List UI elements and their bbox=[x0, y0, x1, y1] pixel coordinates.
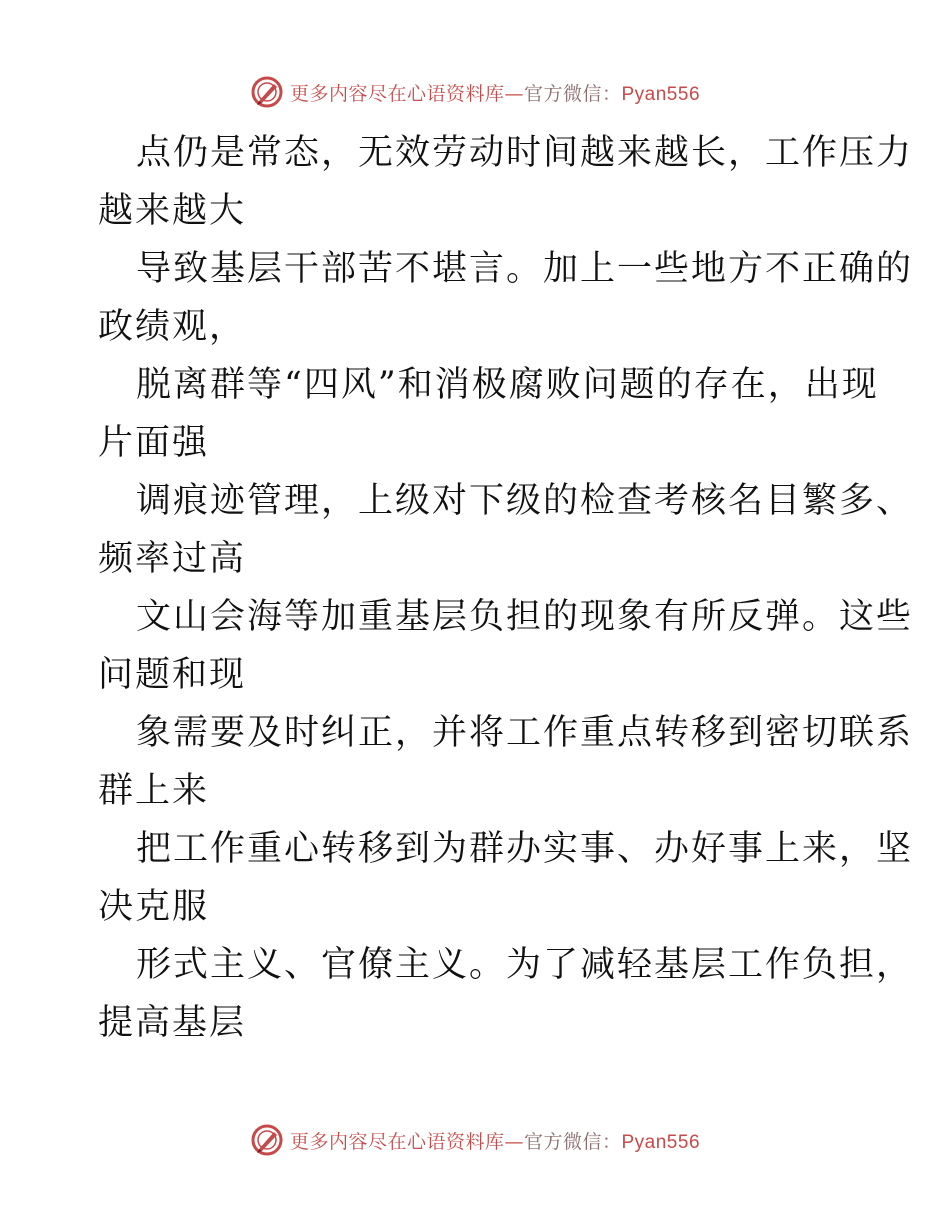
footer-banner-official: 官方微信： bbox=[523, 1130, 622, 1153]
paragraph bbox=[98, 704, 914, 820]
footer-banner-dash: — bbox=[504, 1130, 524, 1153]
paragraph-line: 文山会海等加重基层负担的现象有所反弹。这些 bbox=[136, 597, 914, 637]
paragraph-line: 片面强 bbox=[98, 423, 210, 463]
header-banner bbox=[0, 72, 950, 112]
paragraph-line: 导致基层干部苦不堪言。加上一些地方不正确的 bbox=[136, 249, 914, 289]
paragraph-line: 调痕迹管理，上级对下级的检查考核名目繁多、 bbox=[136, 481, 914, 521]
paragraph bbox=[98, 356, 879, 472]
header-banner-dash: — bbox=[504, 82, 524, 105]
paragraph bbox=[98, 240, 914, 356]
footer-banner-wechat: Pyan556 bbox=[621, 1131, 701, 1153]
footer-banner-main: 更多内容尽在心语资料库 bbox=[289, 1130, 505, 1153]
paragraph bbox=[98, 936, 914, 1052]
paragraph-line: 形式主义、官僚主义。为了减轻基层工作负担， bbox=[136, 945, 914, 985]
paragraph bbox=[98, 588, 914, 704]
paragraph-line: 频率过高 bbox=[98, 539, 247, 579]
paragraph bbox=[98, 472, 914, 588]
paragraph-line: 把工作重心转移到为群办实事、办好事上来，坚 bbox=[136, 829, 914, 869]
body-text bbox=[98, 124, 914, 1052]
paragraph-line: 问题和现 bbox=[98, 655, 247, 695]
paragraph-line: 象需要及时纠正，并将工作重点转移到密切联系 bbox=[136, 713, 914, 753]
header-banner-main: 更多内容尽在心语资料库 bbox=[289, 82, 505, 105]
header-banner-text bbox=[290, 79, 700, 106]
footer-banner-text bbox=[290, 1127, 700, 1154]
paragraph-line: 点仍是常态，无效劳动时间越来越长，工作压力 bbox=[136, 133, 914, 173]
paragraph-line: 政绩观， bbox=[98, 307, 247, 347]
paragraph bbox=[98, 820, 914, 936]
paragraph-line: 决克服 bbox=[98, 887, 210, 927]
paragraph-line: 越来越大 bbox=[98, 191, 247, 231]
footer-banner bbox=[0, 1120, 950, 1160]
pen-logo-icon bbox=[250, 75, 284, 109]
paragraph-line: 脱离群等“四风”和消极腐败问题的存在，出现 bbox=[136, 365, 879, 405]
header-banner-wechat: Pyan556 bbox=[621, 83, 701, 105]
paragraph-line: 群上来 bbox=[98, 771, 210, 811]
header-banner-official: 官方微信： bbox=[523, 82, 622, 105]
pen-logo-icon bbox=[250, 1123, 284, 1157]
paragraph bbox=[98, 124, 914, 240]
paragraph-line: 提高基层 bbox=[98, 1003, 247, 1043]
